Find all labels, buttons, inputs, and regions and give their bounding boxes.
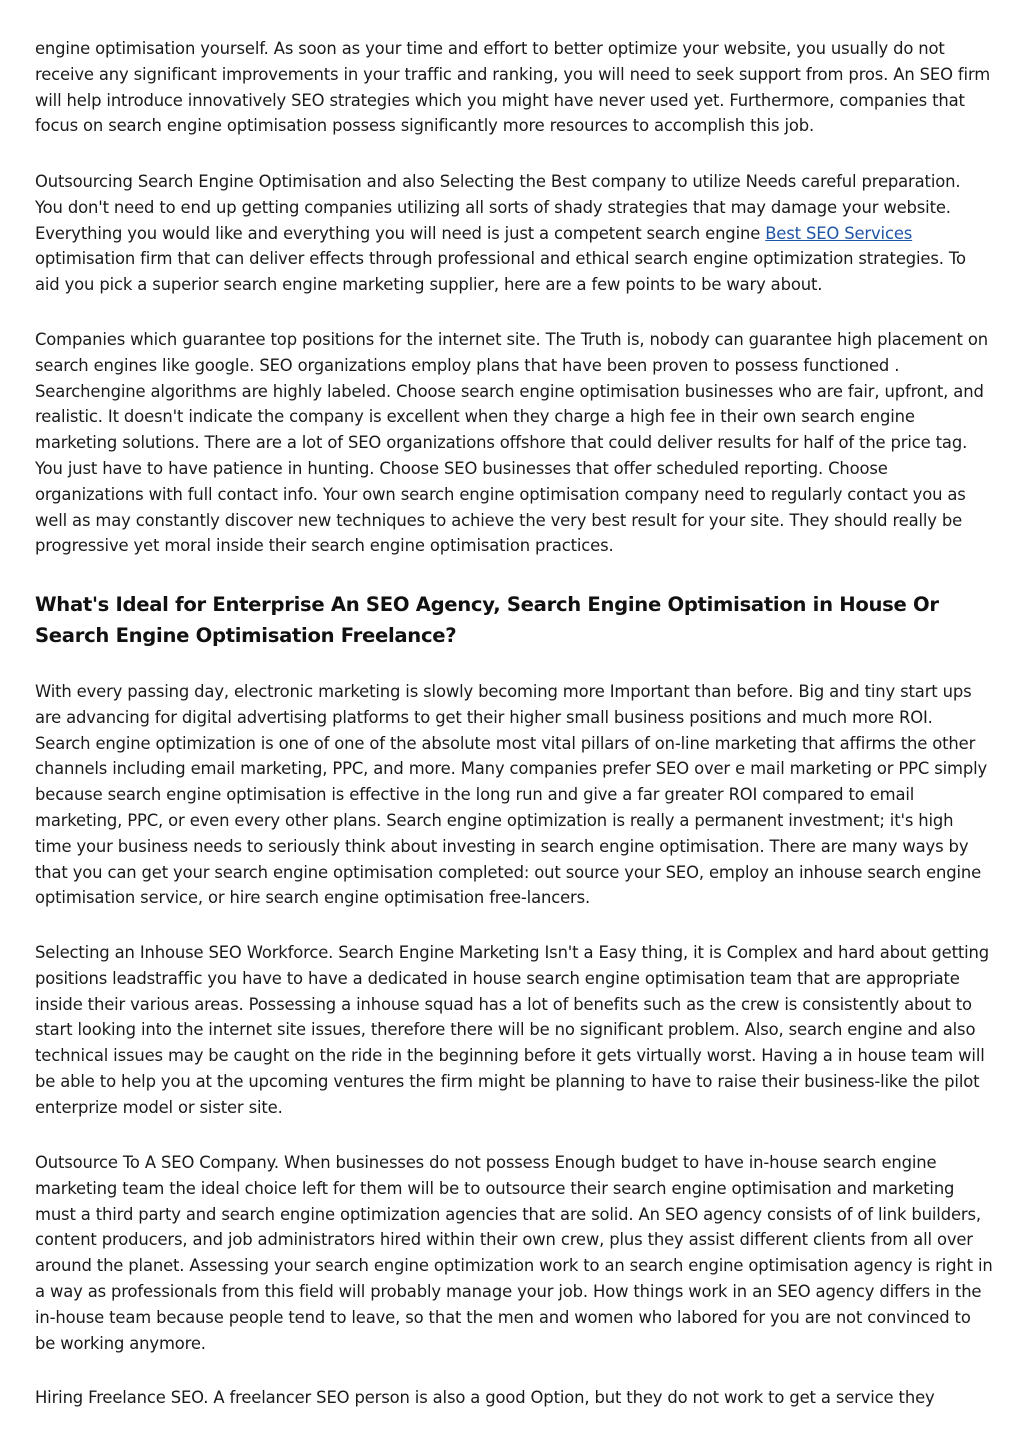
paragraph-digital-marketing: With every passing day, electronic marketing is slowly becoming more Important than before. Big and tiny start ups are advancing for digital advertising platforms to get their higher small business positions and much more ROI. Search engine optimization is one of one of the absolute most vital pillars of on-line marketing that affirms the other channels including email marketing, PPC, and more. Many companies prefer SEO over e mail marketing or PPC simply because search engine optimisation is effective in the long run and give a far greater ROI compared to email marketing, PPC, or even every other plans. Search engine optimization is really a permanent investment; it's high time your business needs to seriously think about investing in search engine optimisation. There are many ways by that you can get your search engine optimisation completed: out source your SEO, employ an inhouse search engine optimisation service, or hire search engine optimisation free-lancers.	[35, 682, 988, 908]
paragraph-inhouse-workforce: Selecting an Inhouse SEO Workforce. Search Engine Marketing Isn't a Easy thing, it is Complex and hard about getting positions leadstraffic you have to have a dedicated in house search engine optimisation team that are appropriate inside their various areas. Possessing a inhouse squad has a lot of benefits such as the crew is consistently about to start looking into the internet site issues, therefore there will be no significant problem. Also, search engine and also technical issues may be caught on the ride in the beginning before it gets virtually worst. Having a in house team will be able to help you at the upcoming ventures the firm might be planning to have to raise their business-like the pilot enterprize model or sister site.	[35, 943, 990, 1117]
paragraph-intro: engine optimisation yourself. As soon as your time and effort to better optimize your website, you usually do not receive any significant improvements in your traffic and ranking, you will need to seek support from pros. An SEO firm will help introduce innovatively SEO strategies which you might have never used yet. Furthermore, companies that focus on search engine optimisation possess significantly more resources to accomplish this job.	[35, 39, 991, 136]
paragraph-outsourcing-text-after: optimisation firm that can deliver effects through professional and ethical search engine optimization strategies. To aid you pick a superior search engine marketing supplier, here are a few points to be wary about.	[35, 249, 966, 295]
paragraph-freelance: Hiring Freelance SEO. A freelancer SEO person is also a good Option, but they do not work to get a service they	[35, 1388, 935, 1407]
paragraph-outsourcing-text-before: Outsourcing Search Engine Optimisation and also Selecting the Best company to utilize Needs careful preparation. You don't need to end up getting companies utilizing all sorts of shady strategies that may damage your website. Everything you would like and everything you will need is just a competent search engine	[35, 172, 961, 243]
section-heading: What's Ideal for Enterprise An SEO Agency, Search Engine Optimisation in House Or Search Engine Optimisation Freelance?	[35, 593, 939, 647]
best-seo-services-link[interactable]: Best SEO Services	[765, 223, 913, 243]
paragraph-guarantee: Companies which guarantee top positions for the internet site. The Truth is, nobody can guarantee high placement on search engines like google. SEO organizations employ plans that have been proven to possess functioned . Searchengine algorithms are highly labeled. Choose search engine optimisation businesses who are fair, upfront, and realistic. It doesn't indicate the company is excellent when they charge a high fee in their own search engine marketing solutions. There are a lot of SEO organizations offshore that could deliver results for half of the price tag. You just have to have patience in hunting. Choose SEO businesses that offer scheduled reporting. Choose organizations with full contact info. Your own search engine optimisation company need to regularly contact you as well as may constantly discover new techniques to achieve the very best result for your site. They should really be progressive yet moral inside their search engine optimisation practices.	[35, 330, 988, 556]
paragraph-outsourcing	[35, 169, 993, 298]
paragraph-outsource-company: Outsource To A SEO Company. When businesses do not possess Enough budget to have in-house search engine marketing team the ideal choice left for them will be to outsource their search engine optimisation and marketing must a third party and search engine optimization agencies that are solid. An SEO agency consists of of link builders, content producers, and job administrators hired within their own crew, plus they assist different clients from all over around the planet. Assessing your search engine optimization work to an search engine optimisation agency is right in a way as professionals from this field will probably manage your job. How things work in an SEO agency differs in the in-house team because people tend to leave, so that the men and women who labored for you are not convinced to be working anymore.	[35, 1153, 993, 1353]
